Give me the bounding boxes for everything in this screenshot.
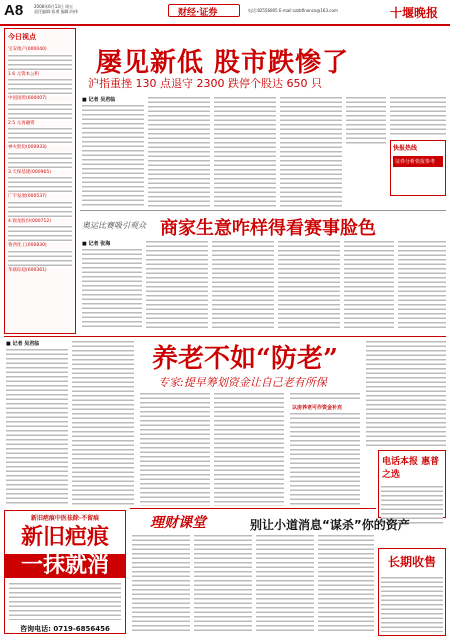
ad-line1: 新旧疤痕	[20, 525, 109, 550]
story3-col5-top	[290, 392, 360, 402]
story1-col3	[214, 96, 276, 208]
story1-headline: 屡见新低 股市跌惨了	[96, 48, 350, 78]
list-item: 3.天保基建(000965)	[8, 169, 51, 175]
ad-body	[9, 582, 121, 620]
story4-col2	[194, 534, 252, 634]
story2-col3	[212, 240, 274, 330]
list-item: 华联综超(600361)	[8, 267, 47, 273]
list-item: 4.锦龙股份(000712)	[8, 218, 51, 224]
story1-byline: ■ 记者 吴君临	[82, 97, 116, 103]
text-block	[8, 127, 72, 145]
story1-subhead: 沪指重挫 130 点退守 2300 跌停个股达 650 只	[88, 77, 322, 90]
story3-subhead2: 以房养老可作资金补充	[292, 405, 343, 411]
masthead-logo: 十堰晚报	[390, 6, 439, 20]
story1-col2	[148, 96, 210, 208]
text-block	[8, 103, 72, 121]
story3-col3	[140, 392, 210, 506]
text-block	[8, 250, 72, 268]
text-block	[8, 176, 72, 194]
quote-box	[390, 140, 446, 196]
story3-byline: ■ 记者 吴君临	[6, 341, 40, 347]
story3-col2	[72, 340, 134, 506]
story3-col6	[366, 340, 446, 446]
story2-col2	[146, 240, 208, 330]
ad-phone	[378, 450, 446, 518]
list-item: 1.6 元资本公积	[8, 71, 40, 77]
story2-col5	[344, 240, 394, 330]
list-item: 宝安地产(000040)	[8, 47, 47, 52]
story3-subhead: 专家:提早筹划资金让自己老有所保	[158, 376, 327, 389]
story2-col6	[398, 240, 446, 330]
list-item: 2.5 元再融资	[8, 120, 35, 126]
story4-col4	[318, 534, 374, 634]
left-column-body	[5, 45, 75, 276]
text-block	[8, 201, 72, 219]
ad-scar-removal	[4, 510, 126, 634]
divider	[80, 210, 446, 211]
text-block	[8, 78, 72, 96]
ad-line2: 一抹就消	[5, 554, 125, 578]
list-item: 神火股份(000933)	[8, 145, 47, 150]
divider	[4, 336, 446, 337]
ad-top-line: 新旧疤痕中医祛除·不留痕	[30, 515, 100, 522]
story1-col1	[82, 104, 144, 208]
list-item: 鲁西化工(000830)	[8, 243, 47, 248]
issue-info	[34, 4, 104, 14]
ad-phone-title: 电话本报 惠普之选	[382, 457, 440, 480]
left-column-box	[4, 28, 76, 334]
page-number: A8	[4, 2, 24, 19]
contact-line: 电话:82556805 E-mail:szzbfinance@163.com	[248, 8, 338, 13]
list-item: 中国国贸(600007)	[8, 96, 47, 101]
text-block	[381, 576, 443, 632]
story4-headline: 别让小道消息“谋杀”你的资产	[250, 518, 410, 532]
story3-col1	[6, 348, 68, 506]
story2-headline: 商家生意咋样得看赛事脸色	[160, 218, 376, 239]
ad-long-buy	[378, 548, 446, 636]
story2-col1	[82, 248, 142, 330]
story4-col1	[132, 534, 190, 634]
issue-date: 2008年6月13日 周五	[34, 4, 74, 9]
story2-col4	[278, 240, 340, 330]
ad-phone-number: 咨询电话: 0719-6856456	[20, 625, 110, 633]
issue-editors: 责任编辑:侯勇 编辑:何伟	[34, 9, 78, 14]
story3-headline: 养老不如“防老”	[152, 344, 338, 374]
story4-logo: 理财课堂	[150, 515, 206, 531]
story4-col3	[256, 534, 314, 634]
story1-col6	[390, 96, 446, 136]
text-block	[8, 54, 72, 72]
story3-col5	[290, 412, 360, 506]
story2-byline: ■ 记者 张海	[82, 241, 111, 247]
text-block	[8, 152, 72, 170]
quote-box-title: 快报热线	[393, 145, 418, 152]
story1-col4	[280, 96, 342, 208]
story2-kicker: 奥运比赛吸引观众	[82, 221, 146, 230]
quote-box-line: 证券分析快报参考	[393, 156, 443, 167]
story1-col5	[346, 96, 386, 146]
section-title: 财经·证券	[178, 8, 218, 18]
left-column-title: 今日视点	[8, 33, 36, 41]
divider	[130, 508, 376, 509]
list-item: 广宇发展(000537)	[8, 194, 47, 199]
text-block	[8, 225, 72, 243]
ad-long-title: 长期收售	[387, 555, 436, 569]
story3-col4	[214, 392, 284, 506]
